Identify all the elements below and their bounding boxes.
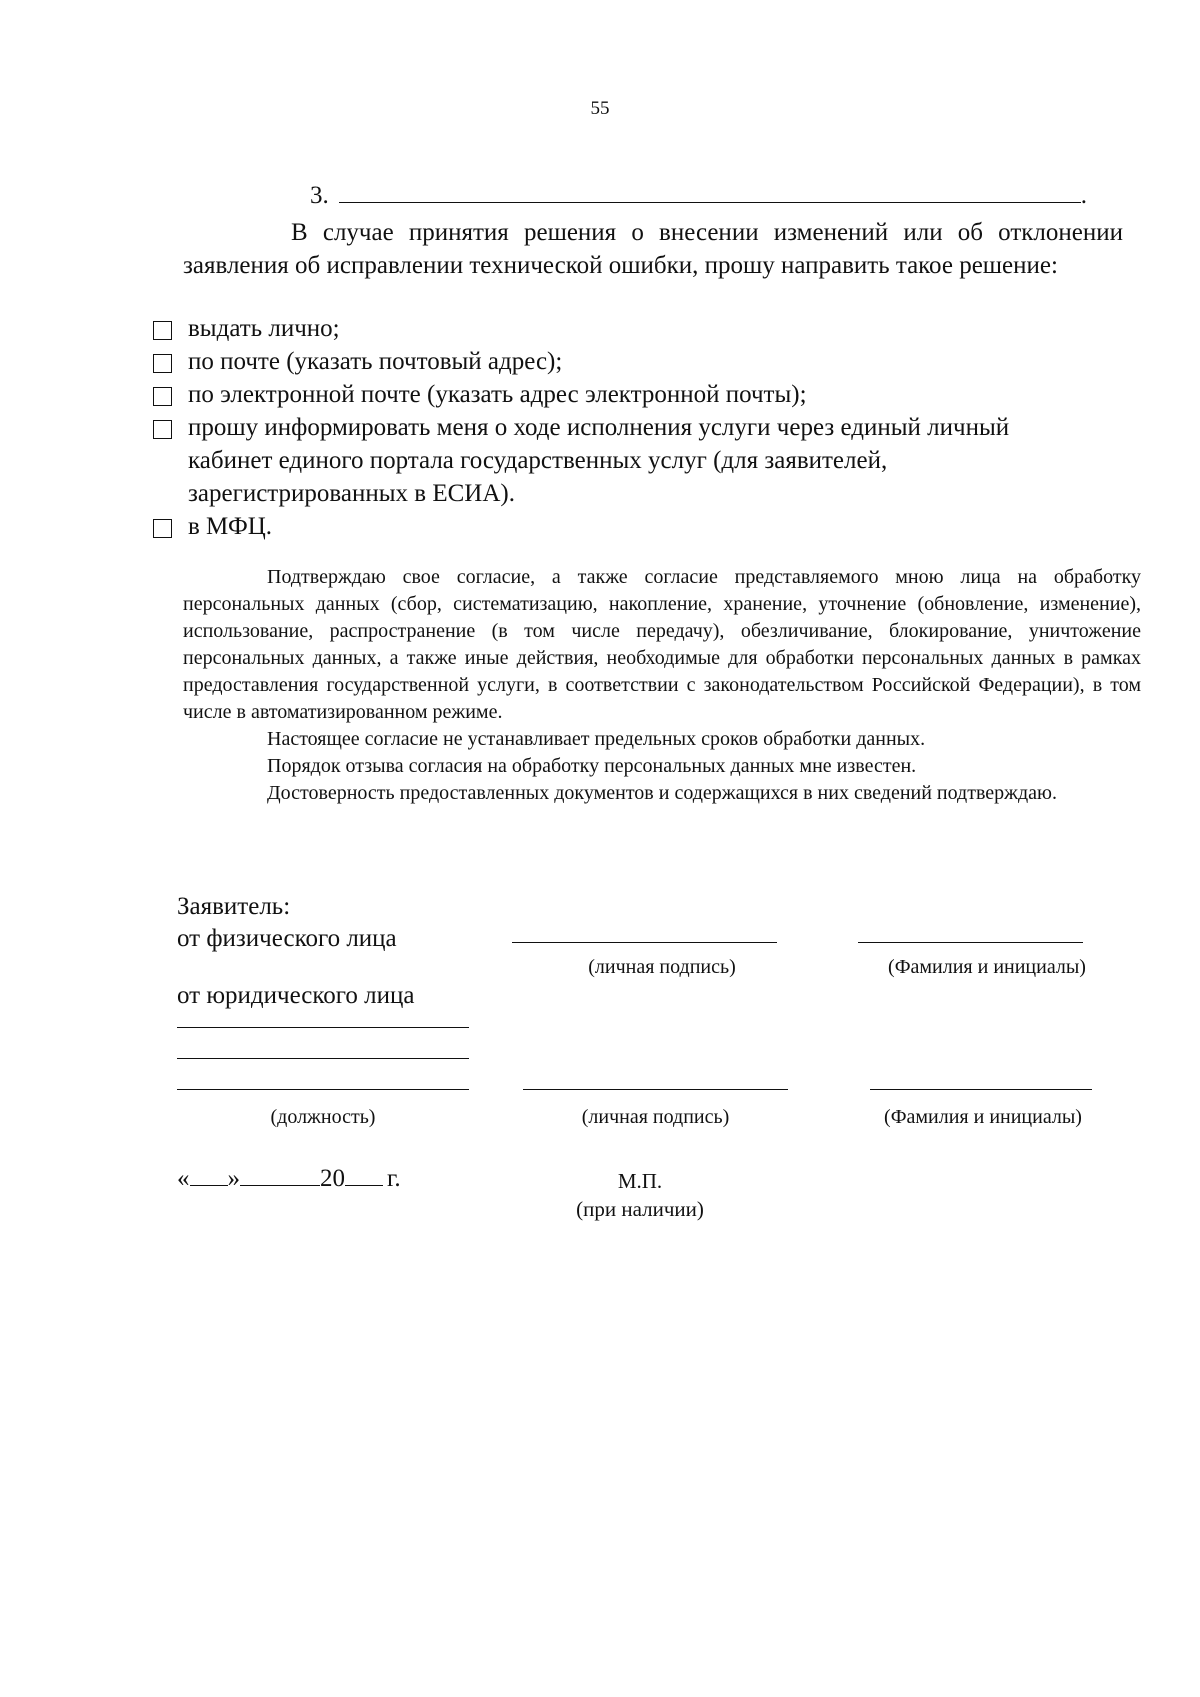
delivery-intro-text: В случае принятия решения о внесении изменений или об отклонении заявления об исправлении технической ошибки, прошу направить такое решение: [183,219,1123,279]
consent-paragraph: Подтверждаю свое согласие, а также согласие представляемого мною лица на обработку персональных данных (сбор, систематизацию, накопление, хранение, уточнение (обновление, изменение), использование, распространение (в том числе передачу), обезличивание, блокирование, уничтожение персональных данных, а также иные действия, необходимые для обработки персональных данных в рамках предоставления государственной услуги, в соответствии с законодательством Российской Федерации), в том числе в автоматизированном режиме. [183,566,1141,723]
consent-paragraph: Порядок отзыва согласия на обработку персональных данных мне известен. [267,755,917,777]
year-prefix: 20 [320,1165,345,1192]
consent-paragraph: Достоверность предоставленных документов и содержащихся в них сведений подтверждаю. [267,782,1057,804]
checkbox-by-mail[interactable] [153,354,172,373]
option-label: выдать лично; [188,315,340,342]
option-label: по почте (указать почтовый адрес); [188,348,563,375]
option-in-person[interactable] [153,312,1138,345]
individual-signature-line[interactable] [512,942,777,943]
legal-entity-line[interactable] [177,1058,469,1059]
checkbox-in-person[interactable] [153,321,172,340]
individual-name-line[interactable] [858,942,1083,943]
item-3-end: . [1080,182,1087,209]
legal-entity-label: от юридического лица [177,982,415,1009]
page-number: 55 [590,98,610,119]
month-blank[interactable] [240,1167,320,1186]
stamp-label: М.П. [617,1169,663,1193]
item-3-blank-line [339,182,1081,203]
option-label: прошу информировать меня о ходе исполнения услуги через единый личный кабинет единого портала государственных услуг (для заявителей, зарегистрированных в ЕСИА). [188,414,1010,507]
option-mfc[interactable] [153,510,1138,543]
legal-entity-line[interactable] [177,1027,469,1028]
day-blank[interactable] [190,1167,228,1186]
option-label: по электронной почте (указать адрес электронной почты); [188,381,807,408]
option-by-mail[interactable] [153,345,1138,378]
legal-signature-caption: (личная подпись) [581,1106,730,1128]
option-by-email[interactable] [153,378,1138,411]
option-portal-cabinet[interactable] [153,411,1088,510]
individual-name-caption: (Фамилия и инициалы) [888,956,1086,978]
stamp-block [560,1167,720,1223]
item-3-number: 3. [310,182,329,209]
position-line[interactable] [177,1089,469,1090]
legal-name-caption: (Фамилия и инициалы) [884,1106,1082,1128]
option-label: в МФЦ. [188,513,273,540]
date-field [177,1165,401,1193]
individual-signature-caption: (личная подпись) [588,956,736,978]
checkbox-mfc[interactable] [153,519,172,538]
position-caption: (должность) [270,1106,376,1128]
applicant-label: Заявитель: [177,893,291,920]
consent-paragraph: Настоящее согласие не устанавливает предельных сроков обработки данных. [267,728,926,750]
individual-label: от физического лица [177,925,397,952]
year-suffix: г. [387,1165,401,1192]
date-open-quote: « [177,1165,190,1192]
legal-signature-line[interactable] [523,1089,788,1090]
date-close-quote: » [227,1165,240,1192]
legal-name-line[interactable] [870,1089,1092,1090]
checkbox-by-email[interactable] [153,387,172,406]
year-blank[interactable] [345,1167,383,1186]
checkbox-portal-cabinet[interactable] [153,420,172,439]
stamp-note: (при наличии) [576,1197,704,1221]
item-3-row [310,182,1087,210]
consent-block [183,564,1141,807]
